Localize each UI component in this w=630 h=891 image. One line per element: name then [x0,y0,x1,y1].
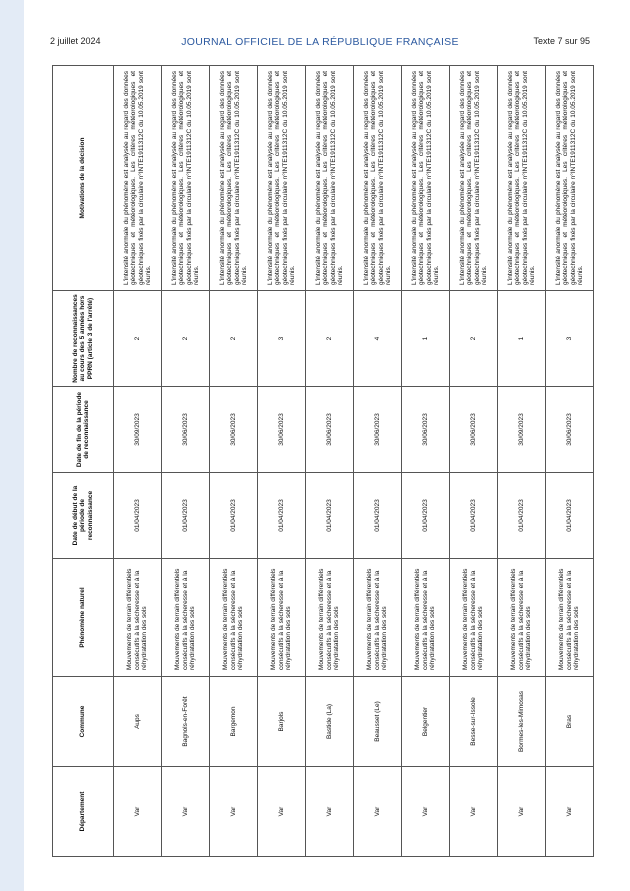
cell-commune: Aups [114,677,162,767]
cell-date-fin: 30/06/2023 [402,387,450,473]
header-date: 2 juillet 2024 [50,36,101,46]
cell-departement: Var [546,767,594,857]
cell-phenomene: Mouvements de terrain différentiels consécutifs à la sécheresse et à la réhydratation des sols [450,559,498,677]
cell-phenomene: Mouvements de terrain différentiels consécutifs à la sécheresse et à la réhydratation des sols [210,559,258,677]
cell-date-debut: 01/04/2023 [402,473,450,559]
cell-phenomene: Mouvements de terrain différentiels consécutifs à la sécheresse et à la réhydratation des sols [402,559,450,677]
cell-departement: Var [402,767,450,857]
cell-commune: Bargemon [210,677,258,767]
cell-departement: Var [210,767,258,857]
cell-phenomene: Mouvements de terrain différentiels consécutifs à la sécheresse et à la réhydratation des sols [306,559,354,677]
cell-departement: Var [450,767,498,857]
cell-date-fin: 30/06/2023 [450,387,498,473]
cell-commune: Beausset (Le) [354,677,402,767]
col-header: Département [53,767,114,857]
table-header-row [53,66,114,857]
cell-commune: Belgentier [402,677,450,767]
table-row [402,66,450,857]
cell-date-fin: 30/06/2023 [210,387,258,473]
cell-commune: Bagnols-en-Forêt [162,677,210,767]
table-row [450,66,498,857]
cell-motivation: L'intensité anormale du phénomène est analysée au regard des données géotechniques et météorologiques. Les critères météorologiques et géotechniques fixés par la circulaire n°INTE1911312C du 10.05.2019 sont réunis. [258,66,306,291]
table-row [162,66,210,857]
cell-nombre: 2 [114,291,162,387]
cell-date-debut: 01/04/2023 [210,473,258,559]
col-header: Phénomène naturel [53,559,114,677]
cell-departement: Var [498,767,546,857]
table-row [498,66,546,857]
col-header: Commune [53,677,114,767]
cell-departement: Var [162,767,210,857]
cell-date-fin: 30/09/2023 [114,387,162,473]
cell-date-fin: 30/06/2023 [354,387,402,473]
cell-departement: Var [258,767,306,857]
cell-phenomene: Mouvements de terrain différentiels consécutifs à la sécheresse et à la réhydratation des sols [114,559,162,677]
cell-date-fin: 30/06/2023 [162,387,210,473]
cell-nombre: 1 [498,291,546,387]
table-body [114,66,594,857]
journal-title: JOURNAL OFFICIEL DE LA RÉPUBLIQUE FRANÇAISE [181,36,459,48]
cell-date-debut: 01/04/2023 [306,473,354,559]
cell-nombre: 2 [450,291,498,387]
table-row [114,66,162,857]
cell-nombre: 2 [306,291,354,387]
decision-table [52,65,594,857]
table-row [258,66,306,857]
cell-date-fin: 30/06/2023 [258,387,306,473]
cell-nombre: 4 [354,291,402,387]
cell-motivation: L'intensité anormale du phénomène est analysée au regard des données géotechniques et météorologiques. Les critères météorologiques et géotechniques fixés par la circulaire n°INTE1911312C du 10.05.2019 sont réunis. [306,66,354,291]
rotated-table-container [52,66,584,857]
cell-date-debut: 01/04/2023 [162,473,210,559]
cell-departement: Var [306,767,354,857]
cell-phenomene: Mouvements de terrain différentiels consécutifs à la sécheresse et à la réhydratation des sols [498,559,546,677]
cell-commune: Barjols [258,677,306,767]
cell-date-debut: 01/04/2023 [546,473,594,559]
table-row [306,66,354,857]
cell-phenomene: Mouvements de terrain différentiels consécutifs à la sécheresse et à la réhydratation des sols [162,559,210,677]
cell-nombre: 2 [162,291,210,387]
cell-motivation: L'intensité anormale du phénomène est analysée au regard des données géotechniques et météorologiques. Les critères météorologiques et géotechniques fixés par la circulaire n°INTE1911312C du 10.05.2019 sont réunis. [498,66,546,291]
left-margin-band [0,0,24,891]
cell-date-debut: 01/04/2023 [258,473,306,559]
cell-motivation: L'intensité anormale du phénomène est analysée au regard des données géotechniques et météorologiques. Les critères météorologiques et géotechniques fixés par la circulaire n°INTE1911312C du 10.05.2019 sont réunis. [450,66,498,291]
cell-date-fin: 30/06/2023 [306,387,354,473]
cell-motivation: L'intensité anormale du phénomène est analysée au regard des données géotechniques et météorologiques. Les critères météorologiques et géotechniques fixés par la circulaire n°INTE1911312C du 10.05.2019 sont réunis. [402,66,450,291]
cell-commune: Bormes-les-Mimosas [498,677,546,767]
col-header: Nombre de reconnaissances au cours des 5 années hors PPRN (article 3 de l'arrêté) [53,291,114,387]
cell-commune: Bras [546,677,594,767]
cell-phenomene: Mouvements de terrain différentiels consécutifs à la sécheresse et à la réhydratation des sols [546,559,594,677]
rotated-table-frame [52,66,584,857]
cell-nombre: 3 [258,291,306,387]
table-row [546,66,594,857]
cell-date-debut: 01/04/2023 [450,473,498,559]
cell-nombre: 3 [546,291,594,387]
cell-nombre: 2 [210,291,258,387]
cell-motivation: L'intensité anormale du phénomène est analysée au regard des données géotechniques et météorologiques. Les critères météorologiques et géotechniques fixés par la circulaire n°INTE1911312C du 10.05.2019 sont réunis. [162,66,210,291]
cell-date-debut: 01/04/2023 [114,473,162,559]
cell-nombre: 1 [402,291,450,387]
cell-date-debut: 01/04/2023 [354,473,402,559]
cell-date-debut: 01/04/2023 [498,473,546,559]
page-header [50,36,590,50]
cell-motivation: L'intensité anormale du phénomène est analysée au regard des données géotechniques et météorologiques. Les critères météorologiques et géotechniques fixés par la circulaire n°INTE1911312C du 10.05.2019 sont réunis. [546,66,594,291]
col-header: Date de fin de la période de reconnaissance [53,387,114,473]
cell-phenomene: Mouvements de terrain différentiels consécutifs à la sécheresse et à la réhydratation des sols [258,559,306,677]
table-row [210,66,258,857]
cell-phenomene: Mouvements de terrain différentiels consécutifs à la sécheresse et à la réhydratation des sols [354,559,402,677]
col-header: Date de début de la période de reconnaissance [53,473,114,559]
table-row [354,66,402,857]
cell-date-fin: 30/06/2023 [546,387,594,473]
cell-departement: Var [354,767,402,857]
cell-motivation: L'intensité anormale du phénomène est analysée au regard des données géotechniques et météorologiques. Les critères météorologiques et géotechniques fixés par la circulaire n°INTE1911312C du 10.05.2019 sont réunis. [114,66,162,291]
cell-motivation: L'intensité anormale du phénomène est analysée au regard des données géotechniques et météorologiques. Les critères météorologiques et géotechniques fixés par la circulaire n°INTE1911312C du 10.05.2019 sont réunis. [354,66,402,291]
cell-motivation: L'intensité anormale du phénomène est analysée au regard des données géotechniques et météorologiques. Les critères météorologiques et géotechniques fixés par la circulaire n°INTE1911312C du 10.05.2019 sont réunis. [210,66,258,291]
cell-date-fin: 30/09/2023 [498,387,546,473]
cell-commune: Bastide (La) [306,677,354,767]
cell-departement: Var [114,767,162,857]
page-number: Texte 7 sur 95 [533,36,590,46]
cell-commune: Besse-sur-Issole [450,677,498,767]
col-header: Motivations de la décision [53,66,114,291]
